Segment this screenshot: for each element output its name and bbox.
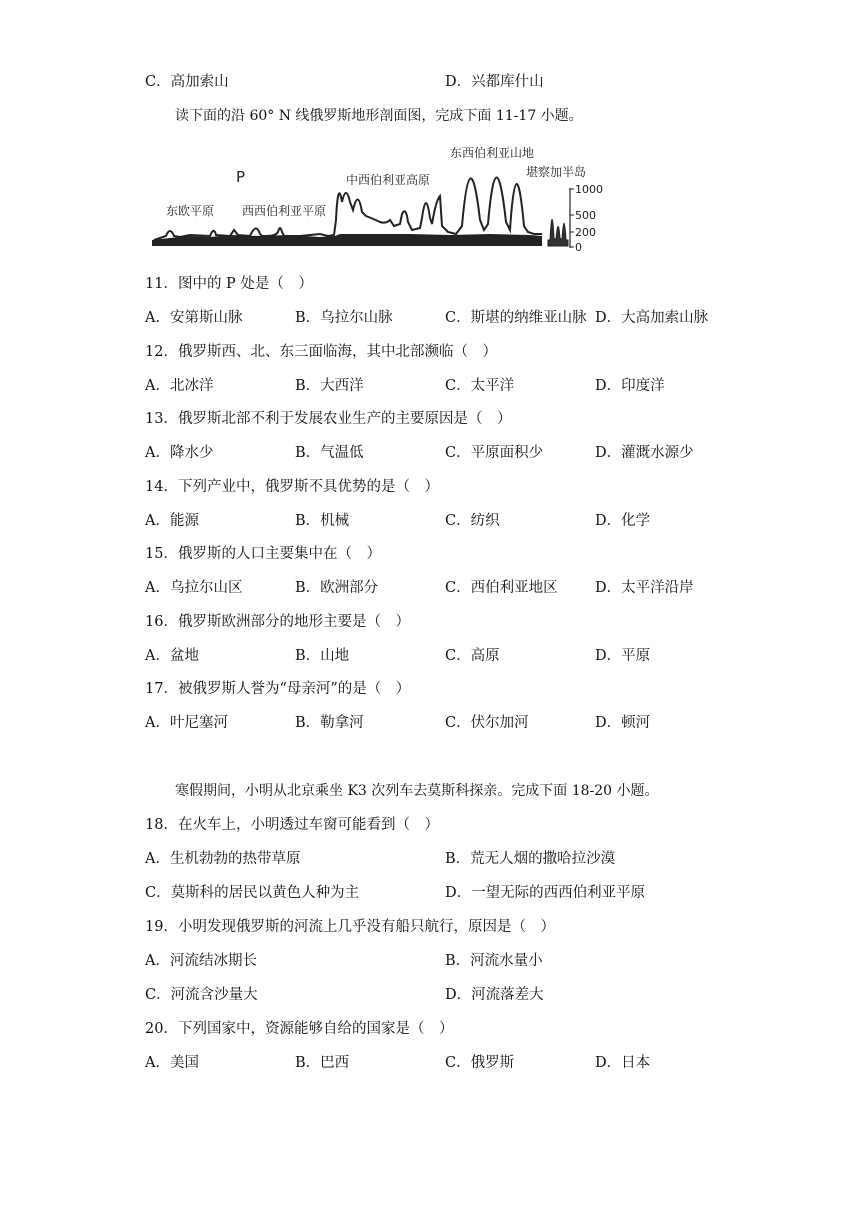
question-11-stem: 11．图中的 P 处是（ ） <box>145 276 313 292</box>
question-19-option-c: C．河流含沙量大 <box>145 987 258 1003</box>
question-19-stem: 19．小明发现俄罗斯的河流上几乎没有船只航行，原因是（ ） <box>145 919 555 935</box>
question-11-option-d: D．大高加索山脉 <box>595 310 709 326</box>
question-15-stem: 15．俄罗斯的人口主要集中在（ ） <box>145 546 381 562</box>
question-18-stem: 18．在火车上，小明透过车窗可能看到（ ） <box>145 817 439 833</box>
question-16-option-a: A．盆地 <box>145 648 199 664</box>
question-14-stem: 14．下列产业中，俄罗斯不具优势的是（ ） <box>145 479 439 495</box>
question-20-stem: 20．下列国家中，资源能够自给的国家是（ ） <box>145 1021 454 1037</box>
question-16-stem: 16．俄罗斯欧洲部分的地形主要是（ ） <box>145 614 410 630</box>
question-11-option-c: C．斯堪的纳维亚山脉 <box>445 310 587 326</box>
question-15-option-a: A．乌拉尔山区 <box>145 580 243 596</box>
question-16-option-b: B．山地 <box>295 648 350 664</box>
question-13-option-b: B．气温低 <box>295 445 364 461</box>
question-17-stem: 17．被俄罗斯人誉为“母亲河”的是（ ） <box>145 681 411 697</box>
scale-tick-0: 0 <box>575 241 582 252</box>
question-17-option-a: A．叶尼塞河 <box>145 715 228 731</box>
label-kamchatka-peninsula: 堪察加半岛 <box>526 165 587 179</box>
question-12-option-c: C．太平洋 <box>445 378 515 394</box>
label-west-siberian-plain: 西西伯利亚平原 <box>242 204 327 218</box>
question-13-stem: 13．俄罗斯北部不利于发展农业生产的主要原因是（ ） <box>145 411 512 427</box>
label-east-siberian-mountains: 东西伯利亚山地 <box>450 146 535 160</box>
question-12-option-a: A．北冰洋 <box>145 378 214 394</box>
question-14-option-d: D．化学 <box>595 513 651 529</box>
question-14-option-b: B．机械 <box>295 513 350 529</box>
question-11-option-a: A．安第斯山脉 <box>145 310 243 326</box>
inset-profile <box>548 219 568 246</box>
question-12-option-d: D．印度洋 <box>595 378 665 394</box>
intro-11-17: 读下面的沿 60° N 线俄罗斯地形剖面图，完成下面 11-17 小题。 <box>175 108 583 124</box>
question-19-option-a: A．河流结冰期长 <box>145 953 257 969</box>
question-18-option-a: A．生机勃勃的热带草原 <box>145 851 301 867</box>
question-15-option-b: B．欧洲部分 <box>295 580 379 596</box>
question-17-option-d: D．顿河 <box>595 715 651 731</box>
question-17-option-c: C．伏尔加河 <box>445 715 529 731</box>
intro-18-20: 寒假期间，小明从北京乘坐 K3 次列车去莫斯科探亲。完成下面 18-20 小题。 <box>175 783 659 799</box>
question-18-option-d: D．一望无际的西西伯利亚平原 <box>445 885 646 901</box>
question-16-option-d: D．平原 <box>595 648 651 664</box>
question-14-option-a: A．能源 <box>145 513 199 529</box>
question-17-option-b: B．勒拿河 <box>295 715 364 731</box>
question-20-option-a: A．美国 <box>145 1055 199 1071</box>
question-15-option-d: D．太平洋沿岸 <box>595 580 694 596</box>
label-east-europe-plain: 东欧平原 <box>166 204 215 218</box>
label-p: P <box>236 168 246 186</box>
option-c: C．高加索山 <box>145 74 229 90</box>
question-19-option-d: D．河流落差大 <box>445 987 544 1003</box>
question-20-option-c: C．俄罗斯 <box>445 1055 515 1071</box>
question-11-option-b: B．乌拉尔山脉 <box>295 310 393 326</box>
question-14-option-c: C．纺织 <box>445 513 500 529</box>
question-20-option-b: B．巴西 <box>295 1055 350 1071</box>
terrain-profile-figure <box>150 140 610 252</box>
question-18-option-c: C．莫斯科的居民以黄色人种为主 <box>145 885 360 901</box>
scale-tick-500: 500 <box>575 209 596 222</box>
question-13-option-c: C．平原面积少 <box>445 445 544 461</box>
question-19-option-b: B．河流水量小 <box>445 953 543 969</box>
scale-tick-1000: 1000 <box>575 183 603 196</box>
option-d: D．兴都库什山 <box>445 74 544 90</box>
question-12-stem: 12．俄罗斯西、北、东三面临海，其中北部濒临（ ） <box>145 344 497 360</box>
question-12-option-b: B．大西洋 <box>295 378 364 394</box>
question-16-option-c: C．高原 <box>445 648 500 664</box>
question-13-option-d: D．灌溉水源少 <box>595 445 694 461</box>
question-20-option-d: D．日本 <box>595 1055 651 1071</box>
scale-tick-200: 200 <box>575 226 596 239</box>
question-18-option-b: B．荒无人烟的撒哈拉沙漠 <box>445 851 616 867</box>
question-15-option-c: C．西伯利亚地区 <box>445 580 558 596</box>
label-central-siberian-plateau: 中西伯利亚高原 <box>346 173 431 187</box>
question-13-option-a: A．降水少 <box>145 445 214 461</box>
